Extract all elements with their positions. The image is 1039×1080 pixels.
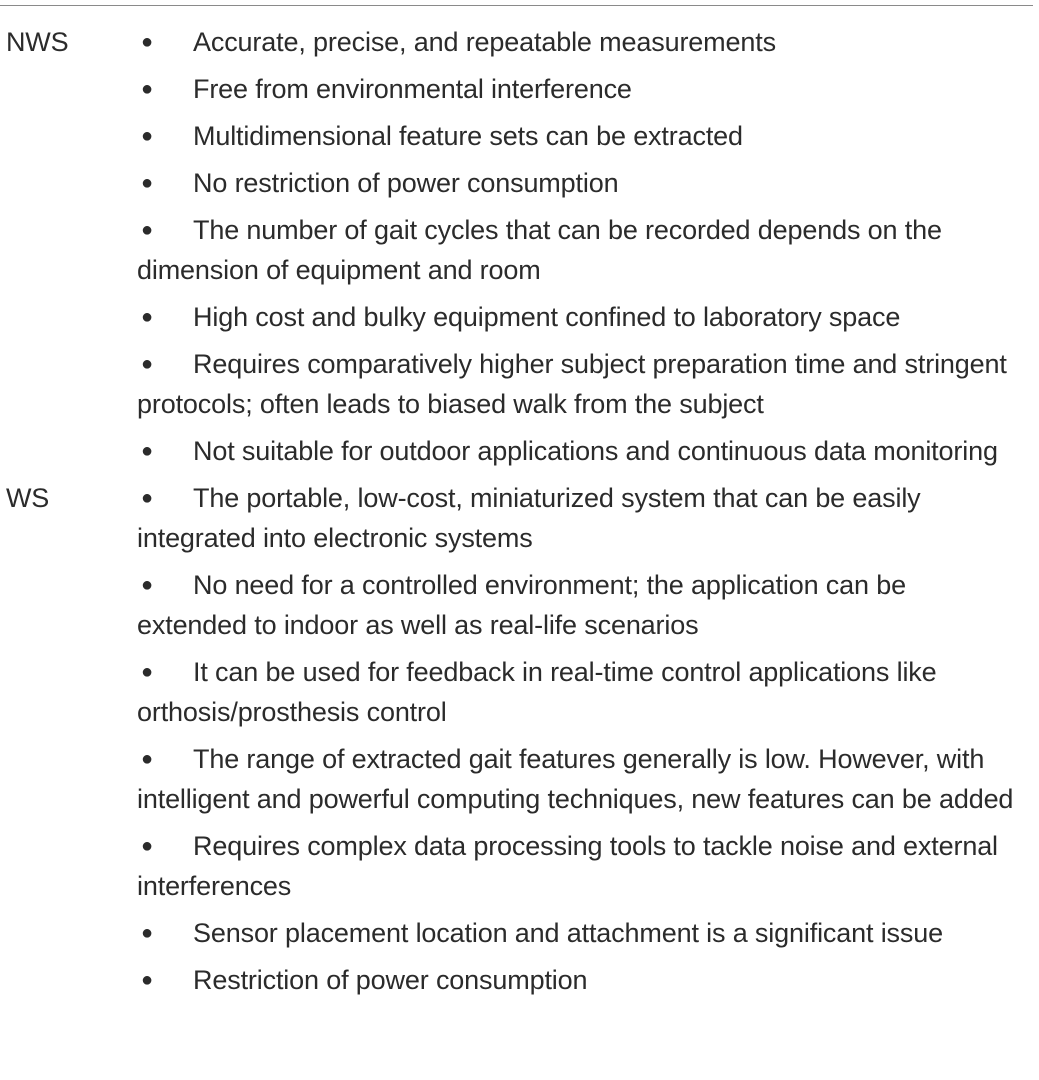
list-item bbox=[137, 431, 1017, 471]
bullet-icon: ● bbox=[141, 748, 153, 770]
bullet-icon: ● bbox=[141, 306, 153, 328]
list-item bbox=[137, 826, 1017, 906]
bullet-icon: ● bbox=[141, 922, 153, 944]
bullet-icon: ● bbox=[141, 487, 153, 509]
list-item bbox=[137, 960, 1017, 1000]
comparison-table bbox=[0, 22, 1039, 1007]
bullet-list bbox=[137, 22, 1017, 471]
bullet-icon: ● bbox=[141, 835, 153, 857]
list-item bbox=[137, 163, 1017, 203]
list-item bbox=[137, 210, 1017, 290]
list-item-text: Accurate, precise, and repeatable measurements bbox=[193, 27, 776, 57]
list-item-text: High cost and bulky equipment confined to laboratory space bbox=[193, 302, 901, 332]
list-item bbox=[137, 652, 1017, 732]
list-item-text: It can be used for feedback in real-time control applications like orthosis/prosthesis control bbox=[137, 657, 937, 727]
list-item-text: No need for a controlled environment; the application can be extended to indoor as well as real-life scenarios bbox=[137, 570, 906, 640]
list-item bbox=[137, 297, 1017, 337]
table-row-nws bbox=[0, 22, 1039, 471]
list-item-text: Restriction of power consumption bbox=[193, 965, 588, 995]
list-item-text: No restriction of power consumption bbox=[193, 168, 619, 198]
bullet-icon: ● bbox=[141, 661, 153, 683]
list-item bbox=[137, 478, 1017, 558]
list-item-text: Not suitable for outdoor applications and continuous data monitoring bbox=[193, 436, 998, 466]
bullet-icon: ● bbox=[141, 219, 153, 241]
list-item-text: Multidimensional feature sets can be extracted bbox=[193, 121, 743, 151]
bullet-icon: ● bbox=[141, 440, 153, 462]
row-label: NWS bbox=[6, 27, 69, 57]
table-top-rule bbox=[0, 5, 1033, 6]
bullet-icon: ● bbox=[141, 31, 153, 53]
bullet-icon: ● bbox=[141, 353, 153, 375]
bullet-icon: ● bbox=[141, 969, 153, 991]
list-item-text: Requires comparatively higher subject preparation time and stringent protocols; often leads to biased walk from the subject bbox=[137, 349, 1007, 419]
list-item-text: The range of extracted gait features generally is low. However, with intelligent and powerful computing techniques, new features can be added bbox=[137, 744, 1014, 814]
list-item bbox=[137, 565, 1017, 645]
list-item-text: The portable, low-cost, miniaturized system that can be easily integrated into electronic systems bbox=[137, 483, 921, 553]
list-item-text: Free from environmental interference bbox=[193, 74, 632, 104]
bullet-icon: ● bbox=[141, 574, 153, 596]
bullet-icon: ● bbox=[141, 78, 153, 100]
list-item bbox=[137, 22, 1017, 62]
bullet-icon: ● bbox=[141, 172, 153, 194]
list-item bbox=[137, 69, 1017, 109]
list-item-text: Sensor placement location and attachment is a significant issue bbox=[193, 918, 943, 948]
list-item-text: The number of gait cycles that can be recorded depends on the dimension of equipment and room bbox=[137, 215, 942, 285]
list-item bbox=[137, 116, 1017, 156]
table-row-ws bbox=[0, 478, 1039, 1000]
list-item bbox=[137, 739, 1017, 819]
list-item bbox=[137, 344, 1017, 424]
bullet-icon: ● bbox=[141, 125, 153, 147]
list-item bbox=[137, 913, 1017, 953]
bullet-list bbox=[137, 478, 1017, 1000]
row-label: WS bbox=[6, 483, 50, 513]
list-item-text: Requires complex data processing tools to tackle noise and external interferences bbox=[137, 831, 998, 901]
